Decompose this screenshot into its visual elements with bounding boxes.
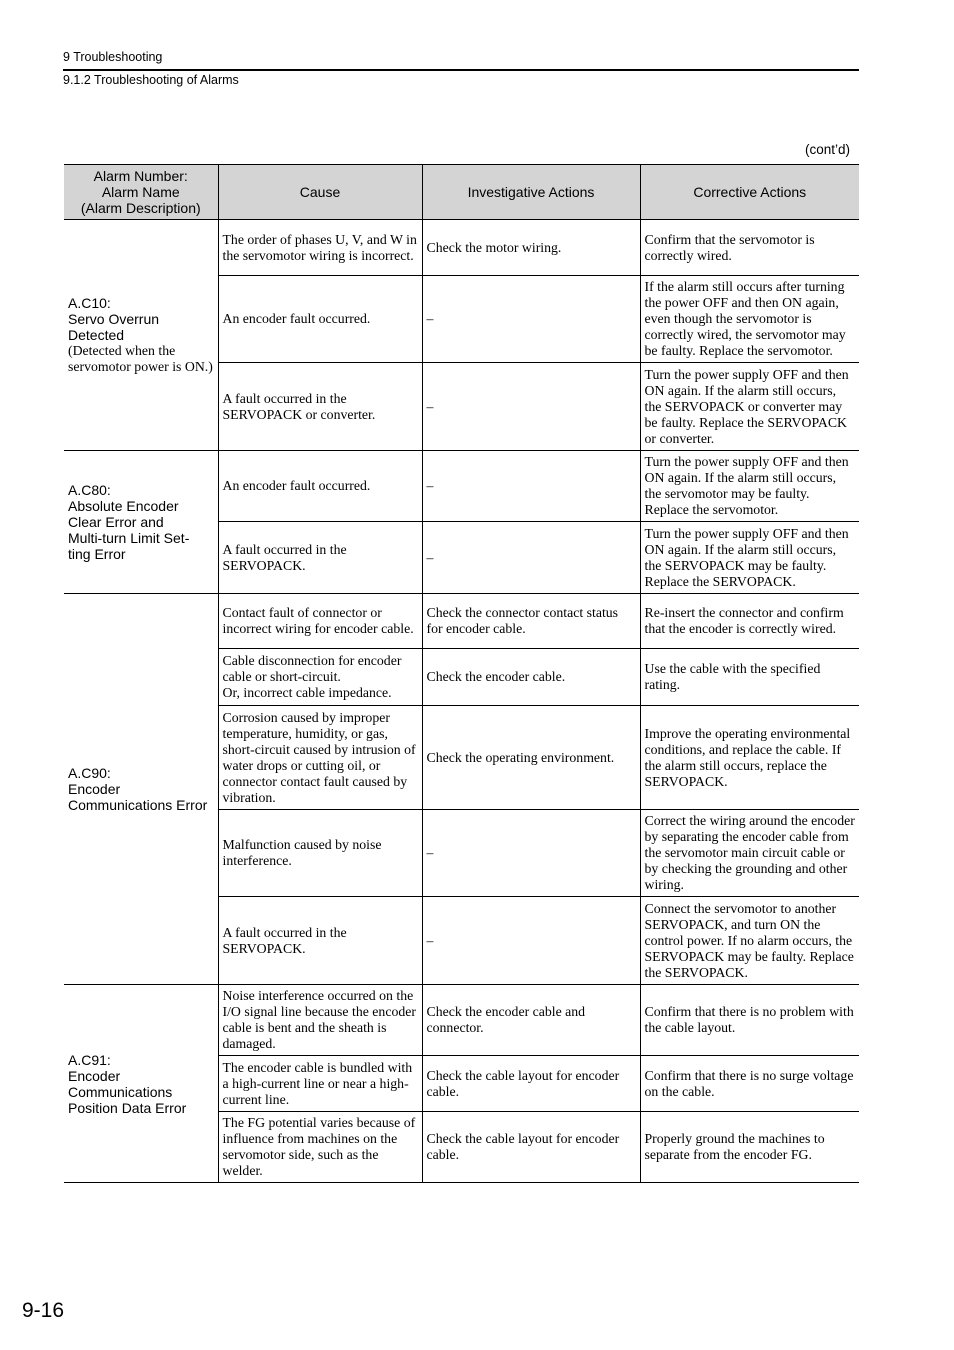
corrective-cell: Connect the servomotor to another SERVOPACK, and turn ON the control power. If no alarm occurs, the SERVOPACK may be faulty. Replace the SERVOPACK. [640,897,859,985]
continued-label: (cont’d) [804,142,850,157]
corrective-cell: Use the cable with the specified rating. [640,649,859,706]
table-row [64,451,859,522]
corrective-cell: Correct the wiring around the encoder by separating the encoder cable from the servomotor main circuit cable or by checking the grounding and other wiring. [640,810,859,897]
chapter-header: 9 Troubleshooting [63,50,163,64]
investigative-cell: Check the cable layout for encoder cable. [422,1112,640,1183]
corrective-cell: Confirm that the servomotor is correctly wired. [640,220,859,276]
header-investigative: Investigative Actions [422,165,640,220]
investigative-cell: Check the motor wiring. [422,220,640,276]
investigative-cell: – [422,363,640,451]
investigative-cell: – [422,810,640,897]
cause-cell: A fault occurred in the SERVOPACK. [218,522,422,594]
header-cause: Cause [218,165,422,220]
corrective-cell: Turn the power supply OFF and then ON again. If the alarm still occurs, the SERVOPACK or converter may be faulty. Replace the SERVOPACK or converter. [640,363,859,451]
corrective-cell: If the alarm still occurs after turning the power OFF and then ON again, even though the servomotor is correctly wired, the servomotor may be faulty. Replace the servomotor. [640,276,859,363]
cause-cell: A fault occurred in the SERVOPACK. [218,897,422,985]
investigative-cell: Check the encoder cable. [422,649,640,706]
corrective-cell: Re-insert the connector and confirm that the encoder is correctly wired. [640,594,859,649]
corrective-cell: Turn the power supply OFF and then ON again. If the alarm still occurs, the SERVOPACK may be faulty. Replace the SERVOPACK. [640,522,859,594]
investigative-cell: Check the operating environment. [422,706,640,810]
investigative-cell: – [422,451,640,522]
cause-cell: The order of phases U, V, and W in the servomotor wiring is incorrect. [218,220,422,276]
corrective-cell: Properly ground the machines to separate from the encoder FG. [640,1112,859,1183]
cause-cell: Cable disconnection for encoder cable or short-circuit. Or, incorrect cable impedance. [218,649,422,706]
cause-cell: Malfunction caused by noise interference. [218,810,422,897]
table-row [64,594,859,649]
cause-cell: An encoder fault occurred. [218,276,422,363]
header-rule [63,69,859,71]
table-header-row [64,165,859,220]
cause-cell: The FG potential varies because of influence from machines on the servomotor side, such as the welder. [218,1112,422,1183]
cause-cell: Corrosion caused by improper temperature, humidity, or gas, short-circuit caused by intrusion of water drops or cutting oil, or connector contact fault caused by vibration. [218,706,422,810]
investigative-cell: Check the encoder cable and connector. [422,985,640,1056]
corrective-cell: Improve the operating environmental conditions, and replace the cable. If the alarm still occurs, replace the SERVOPACK. [640,706,859,810]
alarm-troubleshooting-table [64,164,859,1183]
investigative-cell: Check the cable layout for encoder cable. [422,1056,640,1112]
investigative-cell: – [422,897,640,985]
table-row [64,220,859,276]
header-alarm: Alarm Number: Alarm Name (Alarm Description) [64,165,218,220]
alarm-cell-c91: A.C91: Encoder Communications Position Data Error [64,985,218,1183]
header-corrective: Corrective Actions [640,165,859,220]
cause-cell: Noise interference occurred on the I/O signal line because the encoder cable is bent and the sheath is damaged. [218,985,422,1056]
page-number: 9-16 [22,1299,65,1322]
corrective-cell: Confirm that there is no surge voltage on the cable. [640,1056,859,1112]
investigative-cell: – [422,522,640,594]
alarm-cell-c80: A.C80: Absolute Encoder Clear Error and Multi-turn Limit Set- ting Error [64,451,218,594]
section-header: 9.1.2 Troubleshooting of Alarms [63,73,239,87]
alarm-cell-c90: A.C90: Encoder Communications Error [64,594,218,985]
investigative-cell: – [422,276,640,363]
cause-cell: The encoder cable is bundled with a high-current line or near a high-current line. [218,1056,422,1112]
alarm-cell-c10: A.C10: Servo Overrun Detected (Detected when the servomotor power is ON.) [64,220,218,451]
investigative-cell: Check the connector contact status for encoder cable. [422,594,640,649]
corrective-cell: Turn the power supply OFF and then ON again. If the alarm still occurs, the servomotor may be faulty. Replace the servomotor. [640,451,859,522]
cause-cell: A fault occurred in the SERVOPACK or converter. [218,363,422,451]
cause-cell: Contact fault of connector or incorrect wiring for encoder cable. [218,594,422,649]
cause-cell: An encoder fault occurred. [218,451,422,522]
corrective-cell: Confirm that there is no problem with the cable layout. [640,985,859,1056]
table-row [64,985,859,1056]
